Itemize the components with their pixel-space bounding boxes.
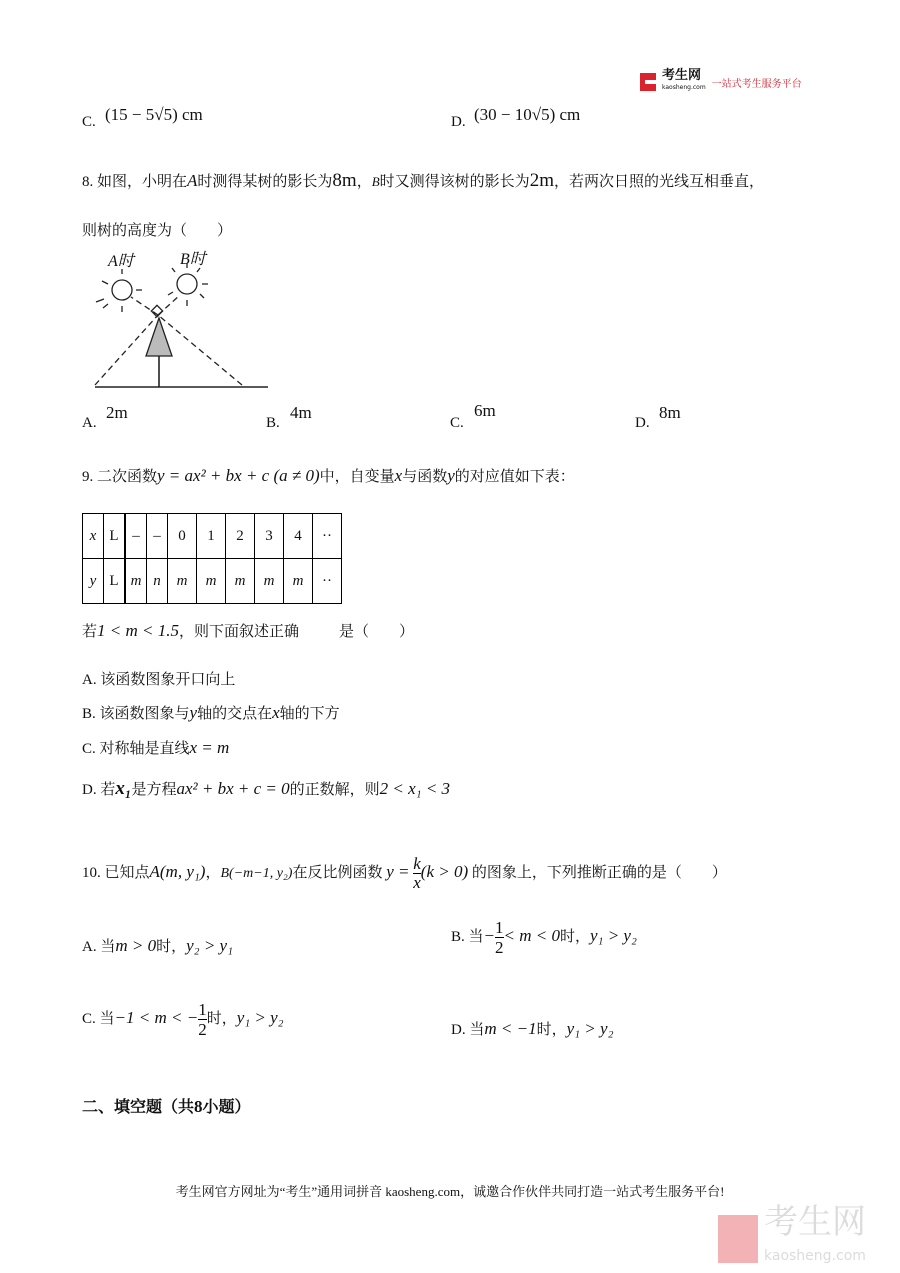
numerator: 1	[198, 1000, 207, 1019]
text: 轴的下方	[279, 706, 340, 722]
text: 的图象上，下列推断正确的是（ ）	[471, 864, 727, 881]
equation: x = m	[189, 738, 230, 757]
table-cell: m	[168, 559, 197, 604]
condition: (k > 0)	[420, 861, 469, 881]
var-y: y	[189, 703, 198, 722]
numerator: 1	[495, 918, 504, 937]
result: y₁ > y₂	[236, 1007, 284, 1027]
var-x: x	[272, 703, 280, 722]
text: 中，自变量	[319, 469, 395, 485]
text: 时，	[156, 939, 187, 955]
text: 9. 二次函数	[82, 469, 158, 485]
section-2-heading	[82, 1094, 251, 1117]
header-logo[interactable]	[640, 70, 802, 94]
q8-option-b[interactable]: 4m	[290, 403, 312, 422]
var-b: B	[371, 174, 380, 189]
q8-stem	[82, 170, 764, 192]
text: B. 该函数图象与	[82, 706, 190, 722]
table-cell: L	[104, 514, 126, 559]
result: y₂ > y₁	[186, 936, 233, 955]
watermark-logo	[718, 1202, 866, 1273]
table-cell: x	[83, 514, 104, 559]
text: 是（ ）	[339, 624, 415, 640]
point-b: B(−m−1, y₂)	[220, 865, 293, 881]
table-cell: m	[226, 559, 255, 604]
tree-shadow-diagram	[90, 245, 270, 395]
equation: ax² + bx + c = 0	[176, 779, 290, 798]
q7-option-c-label: C.	[82, 114, 96, 130]
q8-option-d[interactable]: 8m	[659, 403, 681, 422]
q7-option-d-label: D.	[451, 114, 466, 130]
logo-name: 考生网	[662, 68, 702, 83]
watermark-name: 考生网	[764, 1202, 866, 1242]
condition: 1 < m < 1.5	[97, 621, 179, 640]
quadratic-function: y = ax² + bx + c (a ≠ 0)	[157, 466, 320, 485]
footer-text: 考生网官方网址为“考生”通用词拼音 kaosheng.com，诚邀合作伙伴共同打造一站式考生服务平台!	[175, 1184, 725, 1199]
value-2m: 2m	[529, 170, 554, 191]
result: y₁ > y₂	[566, 1019, 614, 1038]
q10-option-c[interactable]	[82, 1000, 284, 1039]
kaosheng-logo-icon	[640, 73, 656, 91]
table-cell: –	[147, 514, 168, 559]
logo-domain: kaosheng.com	[662, 84, 706, 91]
table-cell: m	[197, 559, 226, 604]
table-cell: n	[147, 559, 168, 604]
text: 时，	[536, 1022, 567, 1038]
value-8m: 8m	[332, 170, 357, 191]
text: 时，	[206, 1010, 237, 1027]
var-x1: x₁	[115, 778, 132, 799]
denominator: 2	[198, 1020, 207, 1039]
q7-option-c: (15 − 5√5) cm	[105, 105, 203, 124]
point-a: A(m, y₁)	[149, 861, 206, 881]
kaosheng-watermark-icon	[718, 1215, 758, 1263]
table-cell: 3	[255, 514, 284, 559]
text: 二、填空题（共	[82, 1097, 195, 1116]
q10-option-b[interactable]	[451, 918, 637, 957]
q9-stem	[82, 465, 575, 486]
q9-option-c[interactable]	[82, 737, 229, 758]
text: 小题）	[202, 1097, 251, 1116]
table-cell: 4	[284, 514, 313, 559]
minus: −	[483, 925, 495, 945]
condition: −1 < m < −	[114, 1007, 199, 1027]
q9-option-b[interactable]	[82, 702, 340, 723]
text: 轴的交点在	[197, 706, 273, 722]
q9-option-a[interactable]: A. 该函数图象开口向上	[82, 672, 236, 688]
text: C. 对称轴是直线	[82, 741, 190, 757]
text: 在反比例函数	[292, 864, 383, 881]
q10-option-a[interactable]	[82, 935, 233, 956]
table-cell: m	[255, 559, 284, 604]
q9-condition	[82, 620, 414, 641]
table-cell: m	[125, 559, 147, 604]
var-x: x	[394, 466, 403, 485]
result: y₁ > y₂	[590, 925, 637, 945]
q8-option-a-label[interactable]: A.	[82, 415, 97, 431]
condition: m < −1	[484, 1019, 537, 1038]
text: ，	[356, 174, 372, 190]
text: 的正数解，则	[289, 782, 380, 798]
table-cell: m	[284, 559, 313, 604]
watermark-domain: kaosheng.com	[764, 1248, 866, 1264]
q8-option-b-label[interactable]: B.	[266, 415, 280, 431]
table-cell: 2	[226, 514, 255, 559]
text: 时，	[559, 928, 590, 945]
value-table	[82, 513, 342, 604]
table-cell: 0	[168, 514, 197, 559]
var-a: A	[187, 171, 198, 190]
table-cell: ··	[313, 514, 342, 559]
table-row-y	[83, 559, 342, 604]
fig-label-a: A时	[108, 253, 134, 270]
q8-option-c[interactable]: 6m	[474, 401, 496, 420]
header-slogan: 一站式考生服务平台	[711, 78, 802, 90]
text: 是方程	[131, 782, 177, 798]
q8-option-c-label[interactable]: C.	[450, 415, 464, 431]
q8-figure	[90, 245, 270, 395]
inequality: 2 < x₁ < 3	[379, 779, 451, 798]
fraction-half	[495, 918, 504, 957]
text: 的对应值如下表：	[454, 469, 575, 485]
text: ，则下面叙述正确	[179, 624, 300, 640]
text: ，若两次日照的光线互相垂直，	[553, 174, 764, 190]
fraction-k-over-x	[413, 855, 421, 892]
text: 时测得某树的影长为	[197, 174, 333, 190]
text: B. 当	[451, 928, 484, 945]
text: 10. 已知点	[82, 864, 150, 881]
text: A. 当	[82, 939, 116, 955]
denominator: 2	[495, 938, 504, 957]
text: 若	[82, 624, 98, 640]
q8-stem-line2: 则树的高度为（ ）	[82, 223, 233, 239]
table-cell: ··	[313, 559, 342, 604]
sun-a-icon	[112, 280, 132, 300]
condition: m > 0	[115, 936, 157, 955]
text: C. 当	[82, 1010, 115, 1027]
q8-option-d-label[interactable]: D.	[635, 415, 650, 431]
table-cell: y	[83, 559, 104, 604]
text: 8. 如图，小明在	[82, 174, 188, 190]
q10-option-d[interactable]	[451, 1018, 613, 1039]
q8-option-a[interactable]: 2m	[106, 403, 128, 422]
func-y: y =	[386, 861, 410, 881]
table-row-x	[83, 514, 342, 559]
var-y: y	[447, 466, 455, 485]
text: D. 若	[82, 782, 116, 798]
q9-option-d[interactable]	[82, 778, 450, 800]
fig-label-b: B时	[180, 251, 206, 268]
condition: < m < 0	[503, 925, 560, 945]
q10-stem	[82, 855, 727, 892]
table-cell: 1	[197, 514, 226, 559]
fraction-half	[198, 1000, 207, 1039]
numerator: k	[413, 854, 421, 873]
count: 8	[194, 1097, 203, 1116]
q7-option-d: (30 − 10√5) cm	[474, 105, 581, 124]
sun-b-icon	[177, 274, 197, 294]
text: 时又测得该树的影长为	[379, 174, 530, 190]
text: 与函数	[402, 469, 448, 485]
text: ，	[205, 864, 221, 881]
table-cell: –	[125, 514, 147, 559]
denominator: x	[413, 873, 421, 892]
table-cell: L	[104, 559, 126, 604]
text: D. 当	[451, 1022, 485, 1038]
